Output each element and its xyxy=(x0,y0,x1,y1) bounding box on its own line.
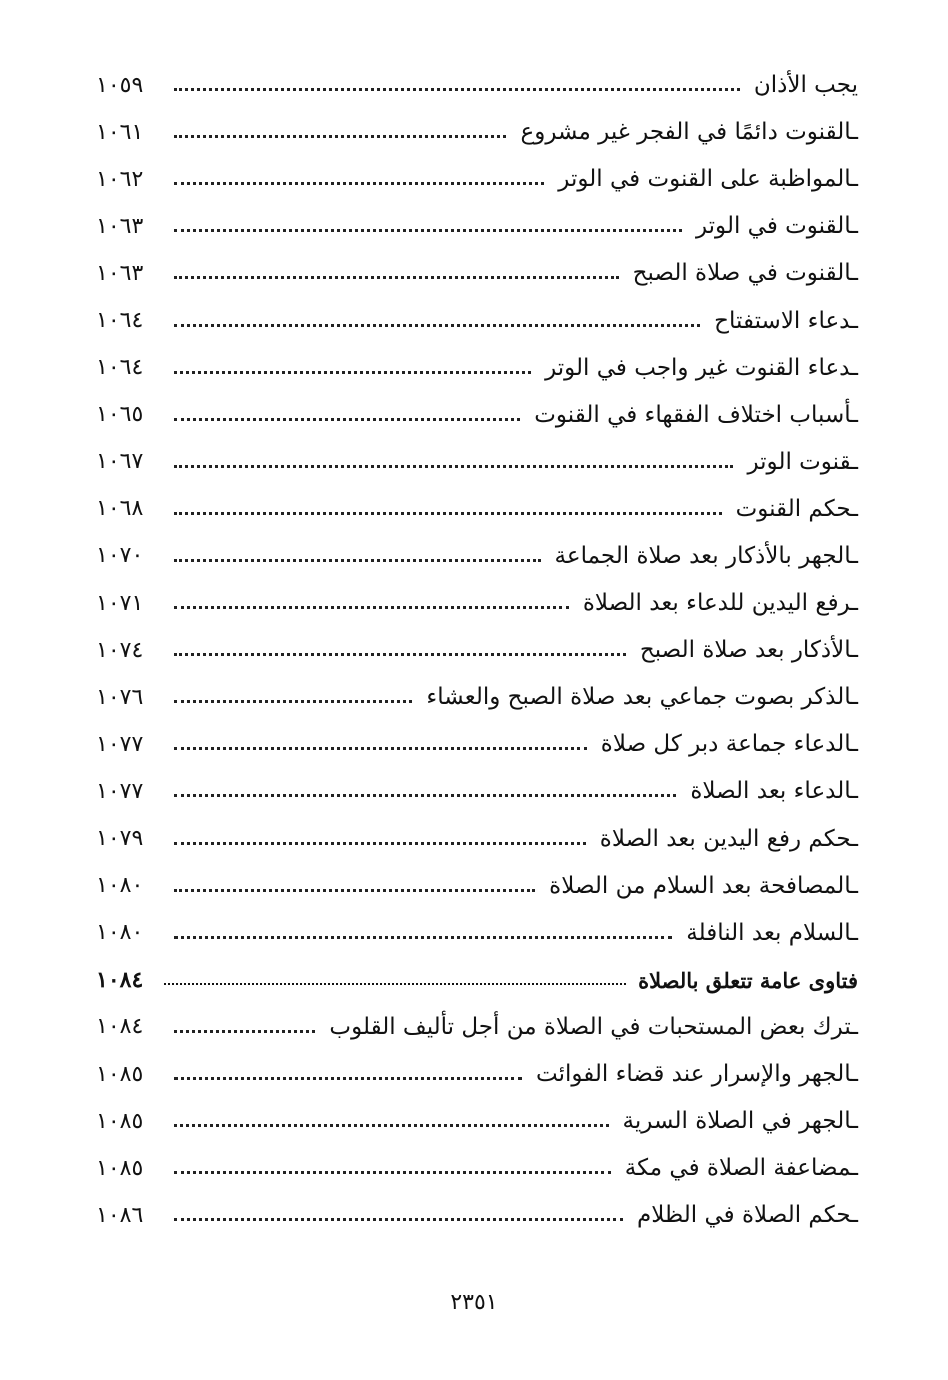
toc-entry-page: ١٠٦٣ xyxy=(96,260,144,286)
toc-entry-page: ١٠٦٣ xyxy=(96,213,144,239)
toc-entry-title: فتاوى عامة تتعلق بالصلاة xyxy=(638,967,858,993)
toc-entry-title: ـحكم الصلاة في الظلام xyxy=(636,1202,858,1229)
toc-entry-title: ـالذكر بصوت جماعي بعد صلاة الصبح والعشاء xyxy=(426,684,858,711)
toc-entry-title: ـحكم القنوت xyxy=(735,495,858,522)
dot-leader xyxy=(174,653,626,656)
toc-entry xyxy=(96,1051,858,1098)
toc-entry-title: ـالقنوت دائمًا في الفجر غير مشروع xyxy=(520,119,858,146)
toc-entry xyxy=(96,1192,858,1239)
toc-entry-page: ١٠٨٥ xyxy=(96,1061,144,1087)
toc-entry-title: ـالقنوت في صلاة الصبح xyxy=(632,260,858,287)
toc-entry-title: ـدعاء الاستفتاح xyxy=(714,307,858,334)
toc-entry-title: ـالمصافحة بعد السلام من الصلاة xyxy=(549,872,858,899)
toc-entry xyxy=(96,392,858,439)
toc-entry-page: ١٠٨٤ xyxy=(96,967,144,994)
toc-entry-title: ـالقنوت في الوتر xyxy=(695,213,858,240)
toc-entry-page: ١٠٧٧ xyxy=(96,731,144,757)
toc-entry-page: ١٠٥٩ xyxy=(96,72,144,98)
toc-entry xyxy=(96,1004,858,1051)
toc-entry-title: ـقنوت الوتر xyxy=(747,448,858,475)
toc-entry xyxy=(96,1145,858,1192)
dot-leader xyxy=(174,700,412,703)
toc-entry-page: ١٠٧٤ xyxy=(96,637,144,663)
toc-entry xyxy=(96,486,858,533)
toc-entry xyxy=(96,863,858,910)
dot-leader xyxy=(174,465,733,468)
toc-entry xyxy=(96,721,858,768)
toc-entry-title: ـالجهر والإسرار عند قضاء الفوائت xyxy=(536,1061,858,1088)
toc-entry-page: ١٠٨٥ xyxy=(96,1155,144,1181)
dot-leader xyxy=(174,1077,522,1080)
toc-entry-title: ـمضاعفة الصلاة في مكة xyxy=(624,1155,858,1182)
toc-entry xyxy=(96,768,858,815)
toc-entry-title: ـدعاء القنوت غير واجب في الوتر xyxy=(545,354,858,381)
toc-entry-page: ١٠٨٤ xyxy=(96,1014,144,1040)
toc-entry-title: ـالأذكار بعد صلاة الصبح xyxy=(639,637,858,664)
toc-entry xyxy=(96,533,858,580)
dot-leader xyxy=(174,418,520,421)
dot-leader xyxy=(174,88,740,91)
toc-entry-page: ١٠٦٨ xyxy=(96,496,144,522)
toc-entry xyxy=(96,439,858,486)
dot-leader xyxy=(174,747,587,750)
toc-entry xyxy=(96,297,858,344)
dot-leader xyxy=(174,889,535,892)
dot-leader xyxy=(174,936,672,939)
toc-entry-page: ١٠٧٠ xyxy=(96,543,144,569)
toc-entry xyxy=(96,109,858,156)
toc-entry-page: ١٠٨٠ xyxy=(96,920,144,946)
dot-leader xyxy=(174,842,586,845)
dot-leader xyxy=(174,276,619,279)
dot-leader xyxy=(174,371,531,374)
toc-entry xyxy=(96,345,858,392)
toc-entry-page: ١٠٦٤ xyxy=(96,308,144,334)
dot-leader xyxy=(174,1171,611,1174)
toc-entry-page: ١٠٧٩ xyxy=(96,826,144,852)
toc-entry xyxy=(96,62,858,109)
toc-entry xyxy=(96,627,858,674)
toc-entry-page: ١٠٦٥ xyxy=(96,402,144,428)
dot-leader xyxy=(174,559,541,562)
page-number: ٢٣٥١ xyxy=(450,1290,498,1315)
toc-entry-title: ـالدعاء جماعة دبر كل صلاة xyxy=(600,731,858,758)
toc-entry-title: ـالسلام بعد النافلة xyxy=(686,919,858,946)
toc-entry-page: ١٠٦١ xyxy=(96,119,144,145)
toc-entry-page: ١٠٧٦ xyxy=(96,684,144,710)
toc-entry-page: ١٠٨٥ xyxy=(96,1108,144,1134)
dot-leader xyxy=(174,1030,315,1033)
dot-leader xyxy=(174,324,700,327)
toc-entry-page: ١٠٦٢ xyxy=(96,166,144,192)
toc-entry xyxy=(96,250,858,297)
dot-leader xyxy=(174,794,676,797)
toc-entry-title: ـالجهر بالأذكار بعد صلاة الجماعة xyxy=(554,542,858,569)
toc-entry xyxy=(96,816,858,863)
toc-entry-title: ـالمواظبة على القنوت في الوتر xyxy=(558,166,858,193)
toc-entry-title: ـحكم رفع اليدين بعد الصلاة xyxy=(599,825,858,852)
dot-leader xyxy=(174,1124,609,1127)
table-of-contents xyxy=(96,62,858,1239)
toc-entry-title: ـترك بعض المستحبات في الصلاة من أجل تأليف القلوب xyxy=(329,1013,858,1040)
dot-leader xyxy=(174,229,682,232)
toc-section-heading xyxy=(96,957,858,1004)
toc-entry-title: ـأسباب اختلاف الفقهاء في القنوت xyxy=(534,401,858,428)
toc-entry-page: ١٠٨٠ xyxy=(96,873,144,899)
dot-leader xyxy=(174,135,506,138)
dot-leader xyxy=(164,983,626,985)
dot-leader xyxy=(174,1218,623,1221)
toc-entry xyxy=(96,203,858,250)
dot-leader xyxy=(174,512,722,515)
toc-entry-page: ١٠٦٧ xyxy=(96,449,144,475)
toc-entry xyxy=(96,580,858,627)
toc-entry xyxy=(96,674,858,721)
dot-leader xyxy=(174,182,544,185)
toc-entry-title: يجب الأذان xyxy=(753,72,858,99)
toc-entry-title: ـرفع اليدين للدعاء بعد الصلاة xyxy=(582,590,858,617)
toc-entry-page: ١٠٦٤ xyxy=(96,355,144,381)
toc-entry-title: ـالجهر في الصلاة السرية xyxy=(622,1108,858,1135)
toc-entry-page: ١٠٧١ xyxy=(96,590,144,616)
toc-entry xyxy=(96,910,858,957)
toc-entry-page: ١٠٨٦ xyxy=(96,1202,144,1228)
dot-leader xyxy=(174,606,569,609)
toc-entry-page: ١٠٧٧ xyxy=(96,778,144,804)
toc-entry xyxy=(96,1098,858,1145)
toc-entry xyxy=(96,156,858,203)
toc-entry-title: ـالدعاء بعد الصلاة xyxy=(690,778,858,805)
